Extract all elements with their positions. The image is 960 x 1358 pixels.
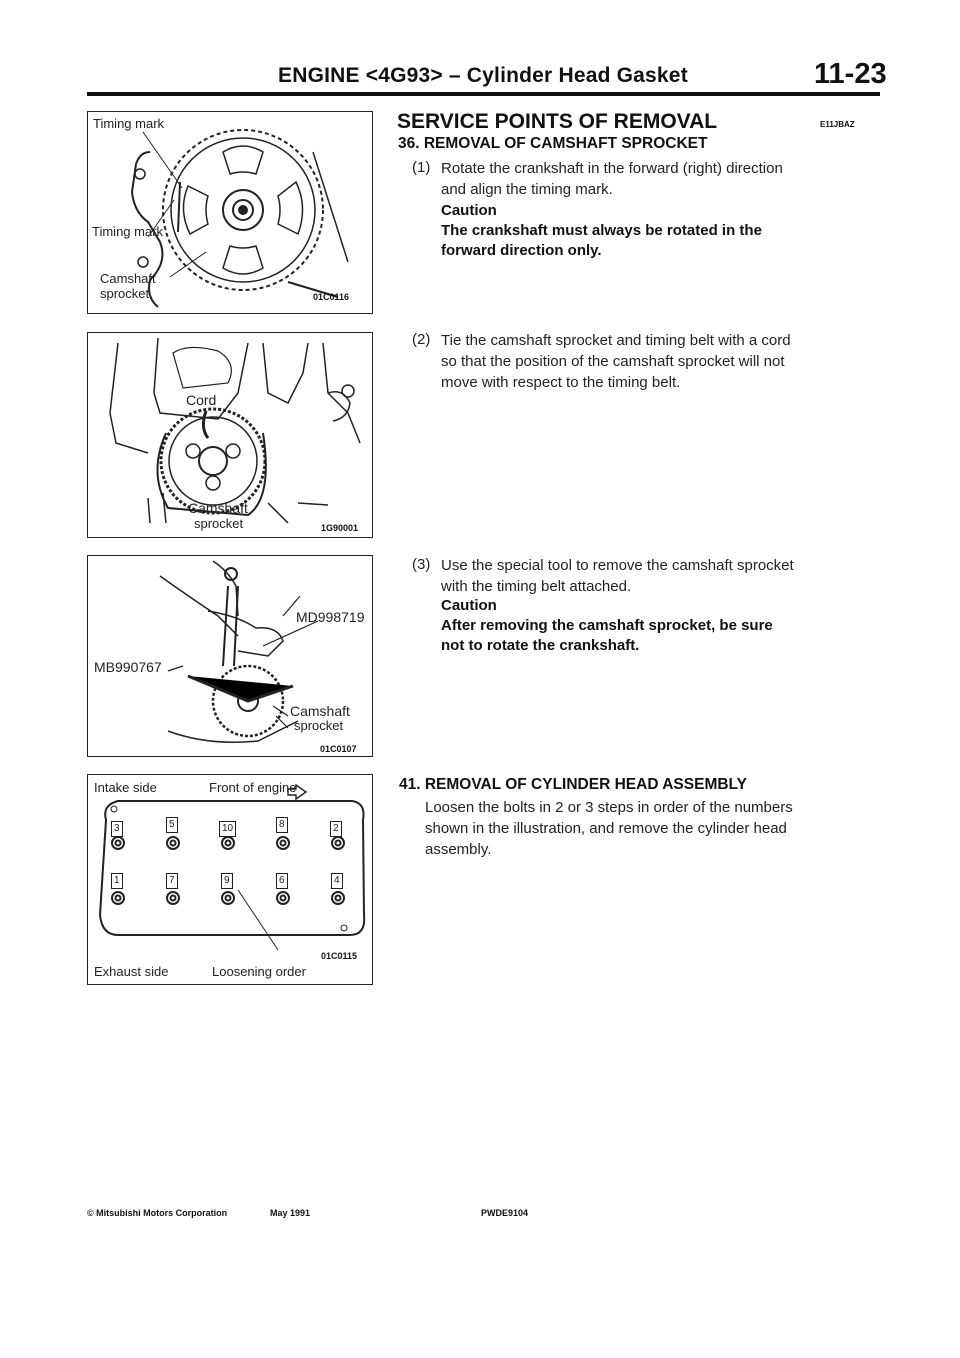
bolt-number: 9 xyxy=(221,873,233,889)
label-timing-mark-top: Timing mark xyxy=(93,116,165,131)
figure-code: 01C0116 xyxy=(313,292,350,302)
label-intake-side: Intake side xyxy=(94,780,157,795)
step-41-title: 41. REMOVAL OF CYLINDER HEAD ASSEMBLY xyxy=(399,776,747,793)
bolt-number: 5 xyxy=(166,817,178,833)
step-36-3-text: Use the special tool to remove the camshaft sprocket with the timing belt attached. xyxy=(441,557,794,595)
bolt-number: 4 xyxy=(331,873,343,889)
bolt-number: 10 xyxy=(219,821,236,837)
caution-text-2: After removing the camshaft sprocket, be sure not to rotate the crankshaft. xyxy=(441,617,773,654)
label-sprocket: sprocket xyxy=(100,286,150,301)
bolt-number: 7 xyxy=(166,873,178,889)
caution-label: Caution xyxy=(441,202,497,219)
footer-copyright: © Mitsubishi Motors Corporation xyxy=(87,1208,228,1218)
footer-date: May 1991 xyxy=(270,1208,311,1218)
label-camshaft: Camshaft xyxy=(290,703,350,719)
label-sprocket: sprocket xyxy=(294,718,344,733)
step-36-2-text: Tie the camshaft sprocket and timing belt with a cord so that the position of the camshaft sprocket will not move with respect to the timing belt. xyxy=(441,332,791,391)
label-camshaft: Camshaft xyxy=(100,271,156,286)
section-code: E11JBAZ xyxy=(820,120,855,129)
bolt-number: 3 xyxy=(111,821,123,837)
figure-cord-tie xyxy=(87,332,373,538)
figure-code: 1G90001 xyxy=(321,523,359,533)
label-tool-mb990767: MB990767 xyxy=(94,659,162,675)
bolt-number: 6 xyxy=(276,873,288,889)
figure-loosening-order xyxy=(87,774,373,985)
figure-special-tool xyxy=(87,555,373,757)
figure-timing-mark xyxy=(87,111,373,314)
caution-label: Caution xyxy=(441,597,497,614)
label-loosening-order: Loosening order xyxy=(212,964,306,979)
page-header-title: ENGINE <4G93> – Cylinder Head Gasket xyxy=(278,64,688,87)
page-number: 11-23 xyxy=(814,58,887,90)
label-front-of-engine: Front of engine xyxy=(209,780,297,795)
bolt-number: 1 xyxy=(111,873,123,889)
bolt-number: 2 xyxy=(330,821,342,837)
header-rule xyxy=(87,92,880,96)
label-tool-md998719: MD998719 xyxy=(296,609,365,625)
footer-doc-code: PWDE9104 xyxy=(481,1208,529,1218)
section-title: SERVICE POINTS OF REMOVAL xyxy=(397,110,718,133)
bolt-number: 8 xyxy=(276,817,288,833)
label-sprocket: sprocket xyxy=(194,516,244,531)
step-36-2-number: (2) xyxy=(412,331,431,348)
step-36-title: 36. REMOVAL OF CAMSHAFT SPROCKET xyxy=(398,135,708,152)
label-timing-mark-mid: Timing mark xyxy=(92,224,164,239)
bolt-circles xyxy=(112,837,344,904)
caution-text-1: The crankshaft must always be rotated in the forward direction only. xyxy=(441,222,762,259)
step-41-text: Loosen the bolts in 2 or 3 steps in order of the numbers shown in the illustration, and remove the cylinder head assembly. xyxy=(425,799,793,858)
label-cord: Cord xyxy=(186,392,217,408)
figure-code: 01C0107 xyxy=(320,744,357,754)
label-camshaft: Camshaft xyxy=(188,500,248,516)
step-36-1-number: (1) xyxy=(412,159,431,176)
step-36-3-number: (3) xyxy=(412,556,431,573)
label-exhaust-side: Exhaust side xyxy=(94,964,169,979)
step-36-1-text: Rotate the crankshaft in the forward (right) direction and align the timing mark. xyxy=(441,160,783,198)
figure-code: 01C0115 xyxy=(321,951,358,961)
